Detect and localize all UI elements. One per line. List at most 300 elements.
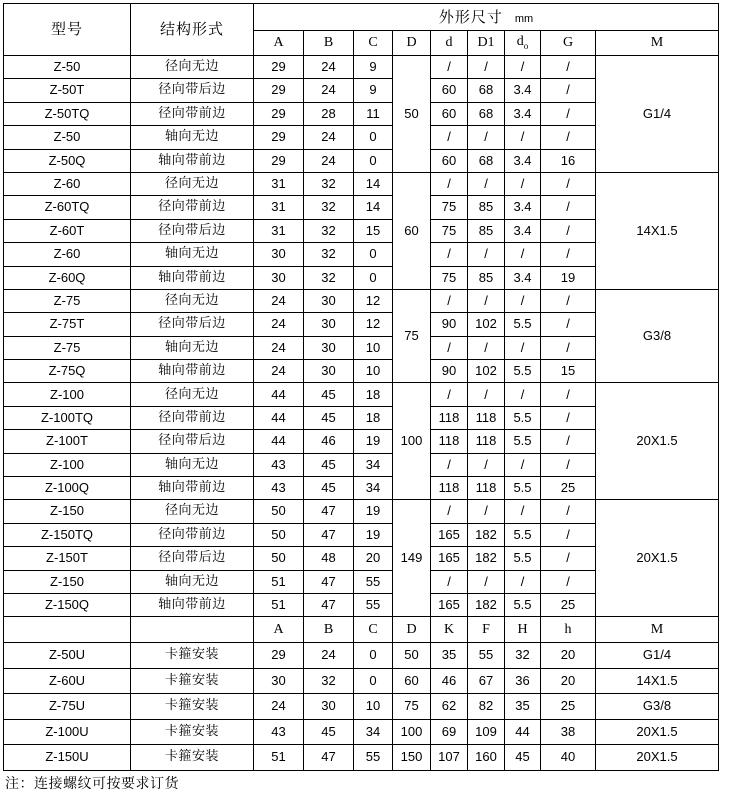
- cell-d-small: /: [431, 289, 468, 312]
- header-col-m: M: [596, 31, 719, 56]
- cell-g: /: [541, 453, 596, 476]
- cell-b: 32: [304, 172, 354, 195]
- cell-c: 0: [354, 668, 393, 694]
- cell-d0: /: [505, 383, 541, 406]
- cell-m-merged: 14X1.5: [596, 172, 719, 289]
- cell-g: /: [541, 383, 596, 406]
- cell-a: 50: [254, 547, 304, 570]
- cell-d1: /: [468, 453, 505, 476]
- cell-b: 24: [304, 643, 354, 669]
- cell-c: 10: [354, 360, 393, 383]
- table-row: [4, 383, 719, 406]
- cell-d-small: 165: [431, 593, 468, 616]
- cell-d1: 102: [468, 313, 505, 336]
- cell-d-small: /: [431, 570, 468, 593]
- cell-d0: 5.5: [505, 360, 541, 383]
- cell-b: 32: [304, 219, 354, 242]
- cell-m: 20X1.5: [596, 745, 719, 771]
- cell-structure: 径向带前边: [131, 196, 254, 219]
- cell-d-small: /: [431, 243, 468, 266]
- cell-structure: 卡箍安装: [131, 745, 254, 771]
- cell-d1: /: [468, 56, 505, 79]
- cell-c: 10: [354, 694, 393, 720]
- cell-d0: /: [505, 570, 541, 593]
- cell-g: /: [541, 172, 596, 195]
- cell-structure: 径向带前边: [131, 102, 254, 125]
- cell-structure: 径向带后边: [131, 547, 254, 570]
- cell-d-small: /: [431, 453, 468, 476]
- cell-k: 35: [431, 643, 468, 669]
- cell-a: 44: [254, 383, 304, 406]
- cell-h-lower: 25: [541, 694, 596, 720]
- cell-a: 29: [254, 149, 304, 172]
- cell-d1: 85: [468, 266, 505, 289]
- cell-model: Z-100T: [4, 430, 131, 453]
- cell-d1: /: [468, 243, 505, 266]
- cell-d1: /: [468, 172, 505, 195]
- cell-model: Z-50: [4, 56, 131, 79]
- cell-d1: /: [468, 336, 505, 359]
- cell-d1: 102: [468, 360, 505, 383]
- cell-d-small: 118: [431, 477, 468, 500]
- header-row-u: [4, 617, 719, 643]
- cell-d0: /: [505, 453, 541, 476]
- cell-b: 32: [304, 243, 354, 266]
- cell-d1: 85: [468, 219, 505, 242]
- cell-g: /: [541, 196, 596, 219]
- cell-a: 24: [254, 336, 304, 359]
- cell-model: Z-75Q: [4, 360, 131, 383]
- cell-a: 51: [254, 593, 304, 616]
- cell-a: 24: [254, 360, 304, 383]
- cell-d0: /: [505, 243, 541, 266]
- cell-d: 100: [393, 719, 431, 745]
- cell-c: 12: [354, 313, 393, 336]
- table-row: [4, 694, 719, 720]
- cell-g: /: [541, 570, 596, 593]
- cell-b: 30: [304, 360, 354, 383]
- cell-d-small: 118: [431, 406, 468, 429]
- cell-g: /: [541, 523, 596, 546]
- header-col-d0-base: d: [516, 34, 524, 50]
- cell-g: /: [541, 406, 596, 429]
- cell-c: 0: [354, 149, 393, 172]
- u-header-col-f: F: [468, 617, 505, 643]
- u-header-col-c: C: [354, 617, 393, 643]
- header-col-g: G: [541, 31, 596, 56]
- cell-d-small: 60: [431, 79, 468, 102]
- cell-structure: 轴向带前边: [131, 477, 254, 500]
- cell-d0: 3.4: [505, 266, 541, 289]
- cell-c: 20: [354, 547, 393, 570]
- cell-h-lower: 40: [541, 745, 596, 771]
- cell-m-merged: G3/8: [596, 289, 719, 383]
- cell-d1: 118: [468, 430, 505, 453]
- cell-a: 24: [254, 694, 304, 720]
- cell-d-small: /: [431, 172, 468, 195]
- cell-d-small: 165: [431, 547, 468, 570]
- cell-d0: /: [505, 172, 541, 195]
- cell-c: 34: [354, 477, 393, 500]
- cell-c: 0: [354, 126, 393, 149]
- cell-a: 31: [254, 196, 304, 219]
- cell-d1: /: [468, 570, 505, 593]
- table-row: [4, 500, 719, 523]
- cell-model: Z-100: [4, 453, 131, 476]
- cell-c: 14: [354, 172, 393, 195]
- u-header-col-h-lower: h: [541, 617, 596, 643]
- cell-a: 51: [254, 745, 304, 771]
- cell-structure: 轴向带前边: [131, 360, 254, 383]
- cell-model: Z-50U: [4, 643, 131, 669]
- cell-b: 30: [304, 336, 354, 359]
- u-header-col-a: A: [254, 617, 304, 643]
- table-row: [4, 56, 719, 79]
- cell-g: 16: [541, 149, 596, 172]
- cell-b: 45: [304, 406, 354, 429]
- footer-note: 注：连接螺纹可按要求订货: [5, 775, 179, 792]
- cell-c: 0: [354, 643, 393, 669]
- cell-g: /: [541, 289, 596, 312]
- group-rows-body: [4, 56, 719, 617]
- cell-d: 50: [393, 643, 431, 669]
- cell-a: 30: [254, 266, 304, 289]
- cell-model: Z-75U: [4, 694, 131, 720]
- cell-a: 29: [254, 79, 304, 102]
- cell-m: 20X1.5: [596, 719, 719, 745]
- cell-d-small: 75: [431, 219, 468, 242]
- table-row: [4, 643, 719, 669]
- cell-d1: 182: [468, 523, 505, 546]
- cell-b: 30: [304, 313, 354, 336]
- cell-structure: 径向带后边: [131, 79, 254, 102]
- header-row-top: [4, 4, 719, 31]
- cell-c: 15: [354, 219, 393, 242]
- cell-k: 46: [431, 668, 468, 694]
- cell-b: 46: [304, 430, 354, 453]
- cell-model: Z-150Q: [4, 593, 131, 616]
- cell-c: 0: [354, 266, 393, 289]
- cell-a: 31: [254, 172, 304, 195]
- cell-b: 32: [304, 196, 354, 219]
- cell-f: 67: [468, 668, 505, 694]
- cell-d0: 3.4: [505, 196, 541, 219]
- cell-d-small: /: [431, 126, 468, 149]
- cell-g: 15: [541, 360, 596, 383]
- cell-a: 50: [254, 523, 304, 546]
- cell-structure: 轴向无边: [131, 336, 254, 359]
- cell-b: 47: [304, 570, 354, 593]
- cell-model: Z-50Q: [4, 149, 131, 172]
- cell-d-small: 60: [431, 149, 468, 172]
- cell-b: 24: [304, 149, 354, 172]
- cell-g: /: [541, 243, 596, 266]
- cell-d0: 3.4: [505, 79, 541, 102]
- cell-a: 50: [254, 500, 304, 523]
- cell-d-merged: 75: [393, 289, 431, 383]
- cell-d0: /: [505, 289, 541, 312]
- cell-b: 32: [304, 266, 354, 289]
- cell-model: Z-150TQ: [4, 523, 131, 546]
- cell-a: 30: [254, 668, 304, 694]
- cell-d0: 5.5: [505, 547, 541, 570]
- cell-a: 29: [254, 126, 304, 149]
- cell-c: 34: [354, 719, 393, 745]
- header-col-d0: [505, 31, 541, 56]
- cell-d0: 5.5: [505, 430, 541, 453]
- cell-g: /: [541, 102, 596, 125]
- cell-d1: 85: [468, 196, 505, 219]
- cell-c: 18: [354, 406, 393, 429]
- cell-structure: 轴向无边: [131, 570, 254, 593]
- cell-model: Z-100TQ: [4, 406, 131, 429]
- cell-d: 75: [393, 694, 431, 720]
- u-header-model-blank: [4, 617, 131, 643]
- cell-h-lower: 20: [541, 668, 596, 694]
- cell-h-upper: 44: [505, 719, 541, 745]
- u-header-col-m: M: [596, 617, 719, 643]
- cell-structure: 卡箍安装: [131, 668, 254, 694]
- cell-a: 24: [254, 313, 304, 336]
- header-col-a: A: [254, 31, 304, 56]
- cell-structure: 径向无边: [131, 56, 254, 79]
- cell-structure: 径向带后边: [131, 430, 254, 453]
- cell-structure: 轴向无边: [131, 243, 254, 266]
- cell-g: /: [541, 219, 596, 242]
- table-row: [4, 719, 719, 745]
- cell-c: 34: [354, 453, 393, 476]
- cell-k: 107: [431, 745, 468, 771]
- cell-model: Z-75T: [4, 313, 131, 336]
- cell-model: Z-150: [4, 500, 131, 523]
- cell-g: /: [541, 313, 596, 336]
- cell-d: 150: [393, 745, 431, 771]
- cell-d1: /: [468, 289, 505, 312]
- cell-structure: 轴向带前边: [131, 266, 254, 289]
- cell-b: 24: [304, 56, 354, 79]
- cell-k: 62: [431, 694, 468, 720]
- u-rows-body: [4, 643, 719, 771]
- cell-m: G3/8: [596, 694, 719, 720]
- cell-h-upper: 36: [505, 668, 541, 694]
- header-dimensions-unit: mm: [514, 12, 534, 25]
- cell-h-upper: 32: [505, 643, 541, 669]
- u-header-col-h-upper: H: [505, 617, 541, 643]
- cell-h-lower: 20: [541, 643, 596, 669]
- cell-d1: /: [468, 500, 505, 523]
- cell-b: 45: [304, 477, 354, 500]
- table-row: [4, 745, 719, 771]
- cell-c: 55: [354, 570, 393, 593]
- cell-d-small: 75: [431, 266, 468, 289]
- cell-d1: /: [468, 383, 505, 406]
- cell-c: 12: [354, 289, 393, 312]
- u-header-col-k: K: [431, 617, 468, 643]
- cell-a: 29: [254, 643, 304, 669]
- cell-f: 160: [468, 745, 505, 771]
- cell-g: /: [541, 336, 596, 359]
- cell-d0: /: [505, 336, 541, 359]
- header-dimensions-label: 外形尺寸: [438, 7, 503, 26]
- table-row: [4, 289, 719, 312]
- cell-d0: /: [505, 126, 541, 149]
- cell-model: Z-60: [4, 243, 131, 266]
- header-col-d: D: [393, 31, 431, 56]
- cell-c: 19: [354, 523, 393, 546]
- cell-model: Z-60: [4, 172, 131, 195]
- cell-b: 47: [304, 523, 354, 546]
- cell-b: 24: [304, 126, 354, 149]
- cell-b: 47: [304, 593, 354, 616]
- cell-h-upper: 45: [505, 745, 541, 771]
- cell-a: 44: [254, 406, 304, 429]
- cell-d-small: 60: [431, 102, 468, 125]
- cell-d-small: 90: [431, 313, 468, 336]
- cell-g: /: [541, 56, 596, 79]
- cell-model: Z-60TQ: [4, 196, 131, 219]
- cell-d0: /: [505, 500, 541, 523]
- cell-d0: 5.5: [505, 477, 541, 500]
- cell-h-upper: 35: [505, 694, 541, 720]
- cell-structure: 轴向无边: [131, 453, 254, 476]
- cell-a: 30: [254, 243, 304, 266]
- cell-c: 55: [354, 745, 393, 771]
- header-col-d1: D1: [468, 31, 505, 56]
- cell-d-small: /: [431, 383, 468, 406]
- cell-d0: 5.5: [505, 593, 541, 616]
- cell-d-small: 165: [431, 523, 468, 546]
- cell-b: 45: [304, 383, 354, 406]
- cell-d0: 5.5: [505, 406, 541, 429]
- cell-model: Z-75: [4, 289, 131, 312]
- cell-a: 29: [254, 102, 304, 125]
- cell-m: 14X1.5: [596, 668, 719, 694]
- cell-a: 24: [254, 289, 304, 312]
- cell-structure: 径向带前边: [131, 523, 254, 546]
- header-model: 型号: [4, 4, 131, 56]
- u-header-body: [4, 617, 719, 643]
- cell-c: 55: [354, 593, 393, 616]
- cell-m: G1/4: [596, 643, 719, 669]
- cell-g: /: [541, 547, 596, 570]
- cell-model: Z-150T: [4, 547, 131, 570]
- cell-model: Z-75: [4, 336, 131, 359]
- cell-c: 11: [354, 102, 393, 125]
- cell-b: 32: [304, 668, 354, 694]
- cell-structure: 径向带后边: [131, 219, 254, 242]
- cell-model: Z-60Q: [4, 266, 131, 289]
- cell-d0: 5.5: [505, 313, 541, 336]
- cell-model: Z-50T: [4, 79, 131, 102]
- cell-b: 24: [304, 79, 354, 102]
- u-header-col-d: D: [393, 617, 431, 643]
- cell-d1: 68: [468, 149, 505, 172]
- cell-b: 28: [304, 102, 354, 125]
- cell-structure: 径向无边: [131, 172, 254, 195]
- cell-g: 25: [541, 593, 596, 616]
- cell-d-small: /: [431, 56, 468, 79]
- cell-b: 30: [304, 694, 354, 720]
- cell-b: 48: [304, 547, 354, 570]
- cell-d-merged: 60: [393, 172, 431, 289]
- cell-structure: 卡箍安装: [131, 643, 254, 669]
- table-row: [4, 668, 719, 694]
- cell-d1: /: [468, 126, 505, 149]
- cell-model: Z-50: [4, 126, 131, 149]
- cell-d-merged: 149: [393, 500, 431, 617]
- cell-d1: 68: [468, 79, 505, 102]
- cell-m-merged: 20X1.5: [596, 500, 719, 617]
- cell-b: 45: [304, 719, 354, 745]
- header-structure: 结构形式: [131, 4, 254, 56]
- cell-b: 45: [304, 453, 354, 476]
- cell-d: 60: [393, 668, 431, 694]
- cell-a: 29: [254, 56, 304, 79]
- table-body: [4, 4, 719, 56]
- cell-c: 14: [354, 196, 393, 219]
- cell-d-small: /: [431, 336, 468, 359]
- cell-c: 9: [354, 79, 393, 102]
- cell-d0: 3.4: [505, 149, 541, 172]
- header-col-d0-subscript: o: [523, 40, 529, 51]
- cell-c: 19: [354, 430, 393, 453]
- cell-structure: 卡箍安装: [131, 694, 254, 720]
- cell-a: 51: [254, 570, 304, 593]
- cell-h-lower: 38: [541, 719, 596, 745]
- cell-g: /: [541, 126, 596, 149]
- cell-model: Z-150U: [4, 745, 131, 771]
- cell-model: Z-60U: [4, 668, 131, 694]
- cell-m-merged: 20X1.5: [596, 383, 719, 500]
- cell-b: 47: [304, 500, 354, 523]
- cell-structure: 径向无边: [131, 383, 254, 406]
- cell-g: /: [541, 500, 596, 523]
- header-col-d-small: d: [431, 31, 468, 56]
- cell-c: 9: [354, 56, 393, 79]
- cell-a: 43: [254, 477, 304, 500]
- u-header-structure-blank: [131, 617, 254, 643]
- cell-model: Z-100Q: [4, 477, 131, 500]
- header-dimensions-group: [254, 4, 719, 31]
- cell-d1: 118: [468, 477, 505, 500]
- cell-structure: 径向带后边: [131, 313, 254, 336]
- cell-g: 25: [541, 477, 596, 500]
- cell-b: 47: [304, 745, 354, 771]
- cell-f: 109: [468, 719, 505, 745]
- cell-structure: 径向无边: [131, 289, 254, 312]
- cell-c: 18: [354, 383, 393, 406]
- cell-g: 19: [541, 266, 596, 289]
- cell-d-small: 75: [431, 196, 468, 219]
- cell-m-merged: G1/4: [596, 56, 719, 173]
- cell-d0: 3.4: [505, 102, 541, 125]
- cell-d0: 5.5: [505, 523, 541, 546]
- cell-d1: 118: [468, 406, 505, 429]
- cell-model: Z-150: [4, 570, 131, 593]
- cell-a: 31: [254, 219, 304, 242]
- cell-structure: 轴向带前边: [131, 149, 254, 172]
- cell-structure: 卡箍安装: [131, 719, 254, 745]
- cell-model: Z-100U: [4, 719, 131, 745]
- cell-g: /: [541, 430, 596, 453]
- cell-f: 82: [468, 694, 505, 720]
- cell-b: 30: [304, 289, 354, 312]
- cell-d1: 68: [468, 102, 505, 125]
- cell-a: 43: [254, 719, 304, 745]
- cell-structure: 径向带前边: [131, 406, 254, 429]
- cell-d0: 3.4: [505, 219, 541, 242]
- cell-a: 43: [254, 453, 304, 476]
